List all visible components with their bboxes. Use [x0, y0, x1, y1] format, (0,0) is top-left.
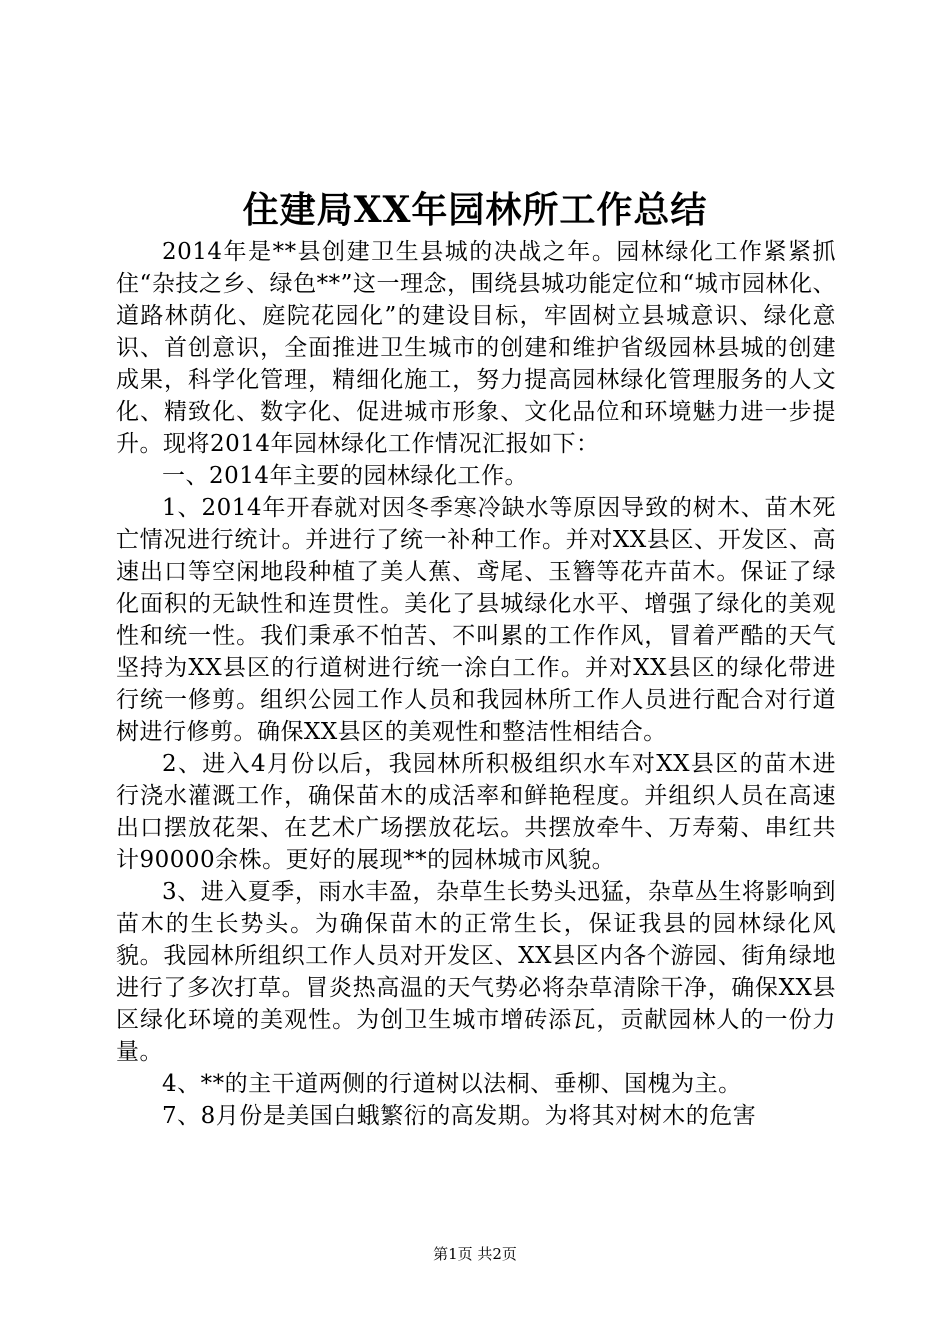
paragraph-item-3: 3、进入夏季，雨水丰盈，杂草生长势头迅猛，杂草丛生将影响到苗木的生长势头。为确保苗木的正常生长，保证我县的园林绿化风貌。我园林所组织工作人员对开发区、XX县区内各个游园、街角绿地进行了多次打草。冒炎热高温的天气势必将杂草清除干净，确保XX县区绿化环境的美观性。为创卫生城市增砖添瓦，贡献园林人的一份力量。: [116, 879, 836, 1065]
page-number-footer: 第1页 共2页: [433, 1245, 517, 1263]
document-title: 住建局XX年园林所工作总结: [242, 189, 708, 231]
paragraph-section-heading: 一、2014年主要的园林绿化工作。: [162, 463, 529, 489]
paragraph-item-4: 4、**的主干道两侧的行道树以法桐、垂柳、国槐为主。: [162, 1071, 742, 1097]
document-body: [116, 236, 836, 1132]
paragraph-item-2: 2、进入4月份以后，我园林所积极组织水车对XX县区的苗木进行浇水灌溉工作，确保苗木的成活率和鲜艳程度。并组织人员在高速出口摆放花架、在艺术广场摆放花坛。共摆放牵牛、万寿菊、串红共计90000余株。更好的展现**的园林城市风貌。: [116, 751, 836, 873]
paragraph-item-7: 7、8月份是美国白蛾繁衍的高发期。为将其对树木的危害: [162, 1103, 757, 1129]
paragraph-item-1: 1、2014年开春就对因冬季寒冷缺水等原因导致的树木、苗木死亡情况进行统计。并进行了统一补种工作。并对XX县区、开发区、高速出口等空闲地段种植了美人蕉、鸢尾、玉簪等花卉苗木。保证了绿化面积的无缺性和连贯性。美化了县城绿化水平、增强了绿化的美观性和统一性。我们秉承不怕苦、不叫累的工作作风，冒着严酷的天气坚持为XX县区的行道树进行统一涂白工作。并对XX县区的绿化带进行统一修剪。组织公园工作人员和我园林所工作人员进行配合对行道树进行修剪。确保XX县区的美观性和整洁性相结合。: [116, 495, 836, 745]
paragraph-intro: 2014年是**县创建卫生县城的决战之年。园林绿化工作紧紧抓住“杂技之乡、绿色**”这一理念，围绕县城功能定位和“城市园林化、道路林荫化、庭院花园化”的建设目标，牢固树立县城意识、绿化意识、首创意识，全面推进卫生城市的创建和维护省级园林县城的创建成果，科学化管理，精细化施工，努力提高园林绿化管理服务的人文化、精致化、数字化、促进城市形象、文化品位和环境魅力进一步提升。现将2014年园林绿化工作情况汇报如下：: [116, 239, 836, 457]
